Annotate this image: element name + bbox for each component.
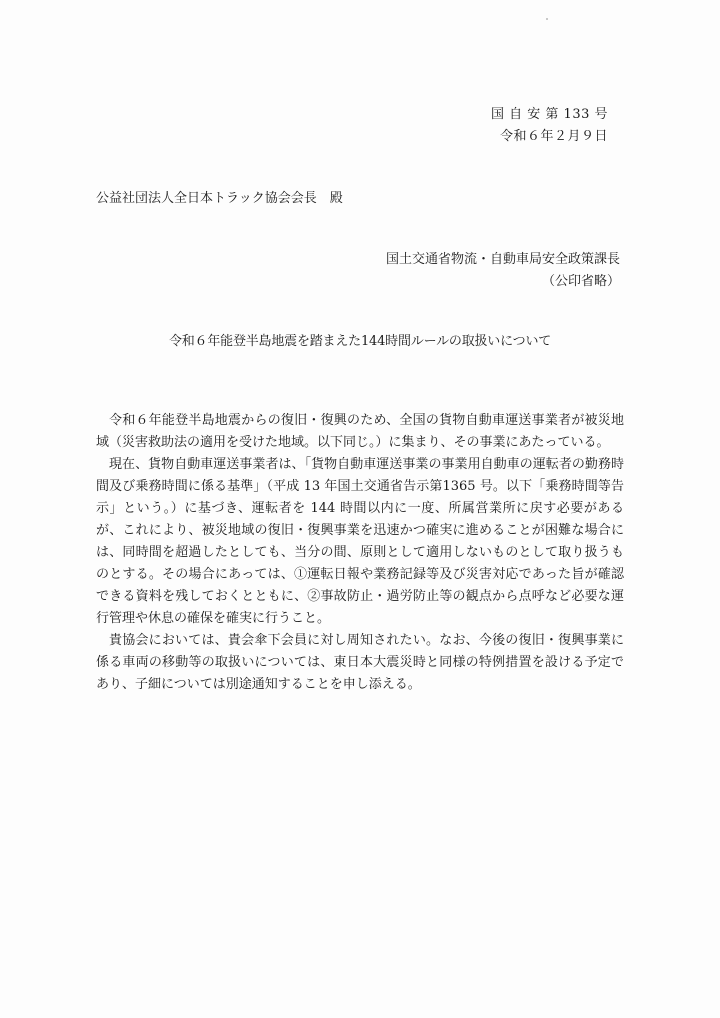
sender-block — [386, 249, 620, 293]
document-subject: 令和６年能登半島地震を踏まえた144時間ルールの取扱いについて — [168, 334, 552, 349]
document-date: 令和６年２月９日 — [499, 129, 608, 144]
body-paragraph-3: 貴協会においては、貴会傘下会員に対し周知されたい。なお、今後の復旧・復興事業に係る車両の移動等の取扱いについては、東日本大震災時と同様の特例措置を設ける予定であり、子細については別途通知することを申し添える。 — [96, 633, 624, 692]
seal-note: （公印省略） — [541, 274, 620, 289]
body-paragraph-1: 令和６年能登半島地震からの復旧・復興のため、全国の貨物自動車運送事業者が被災地域（災害救助法の適用を受けた地域。以下同じ。）に集まり、その事業にあたっている。 — [96, 413, 624, 450]
sender-name: 国土交通省物流・自動車局安全政策課長 — [385, 252, 620, 267]
scan-speck — [546, 18, 548, 20]
document-number: 国 自 安 第 133 号 — [491, 107, 608, 122]
body-paragraph-2: 現在、貨物自動車運送事業者は、「貨物自動車運送事業の事業用自動車の運転者の勤務時間及び乗務時間に係る基準」（平成 13 年国土交通省告示第1365 号。以下「乗務時間等告示」という。）に基づき、運転者を 144 時間以内に一度、所属営業所に戻す必要があるが、これにより、被災地域の復旧・復興事業を迅速かつ確実に進めることが困難な場合には、同時間を超過したとしても、当分の間、原則として適用しないものとして取り扱うものとする。その場合にあっては、①運転日報や業務記録等及び災害対応であった旨が確認できる資料を残しておくとともに、②事故防止・過労防止等の観点から点呼など必要な運行管理や休息の確保を確実に行うこと。 — [96, 457, 624, 626]
addressee: 公益社団法人全日本トラック協会会長 殿 — [96, 191, 343, 206]
reference-block — [491, 104, 608, 148]
document-body — [96, 410, 624, 696]
